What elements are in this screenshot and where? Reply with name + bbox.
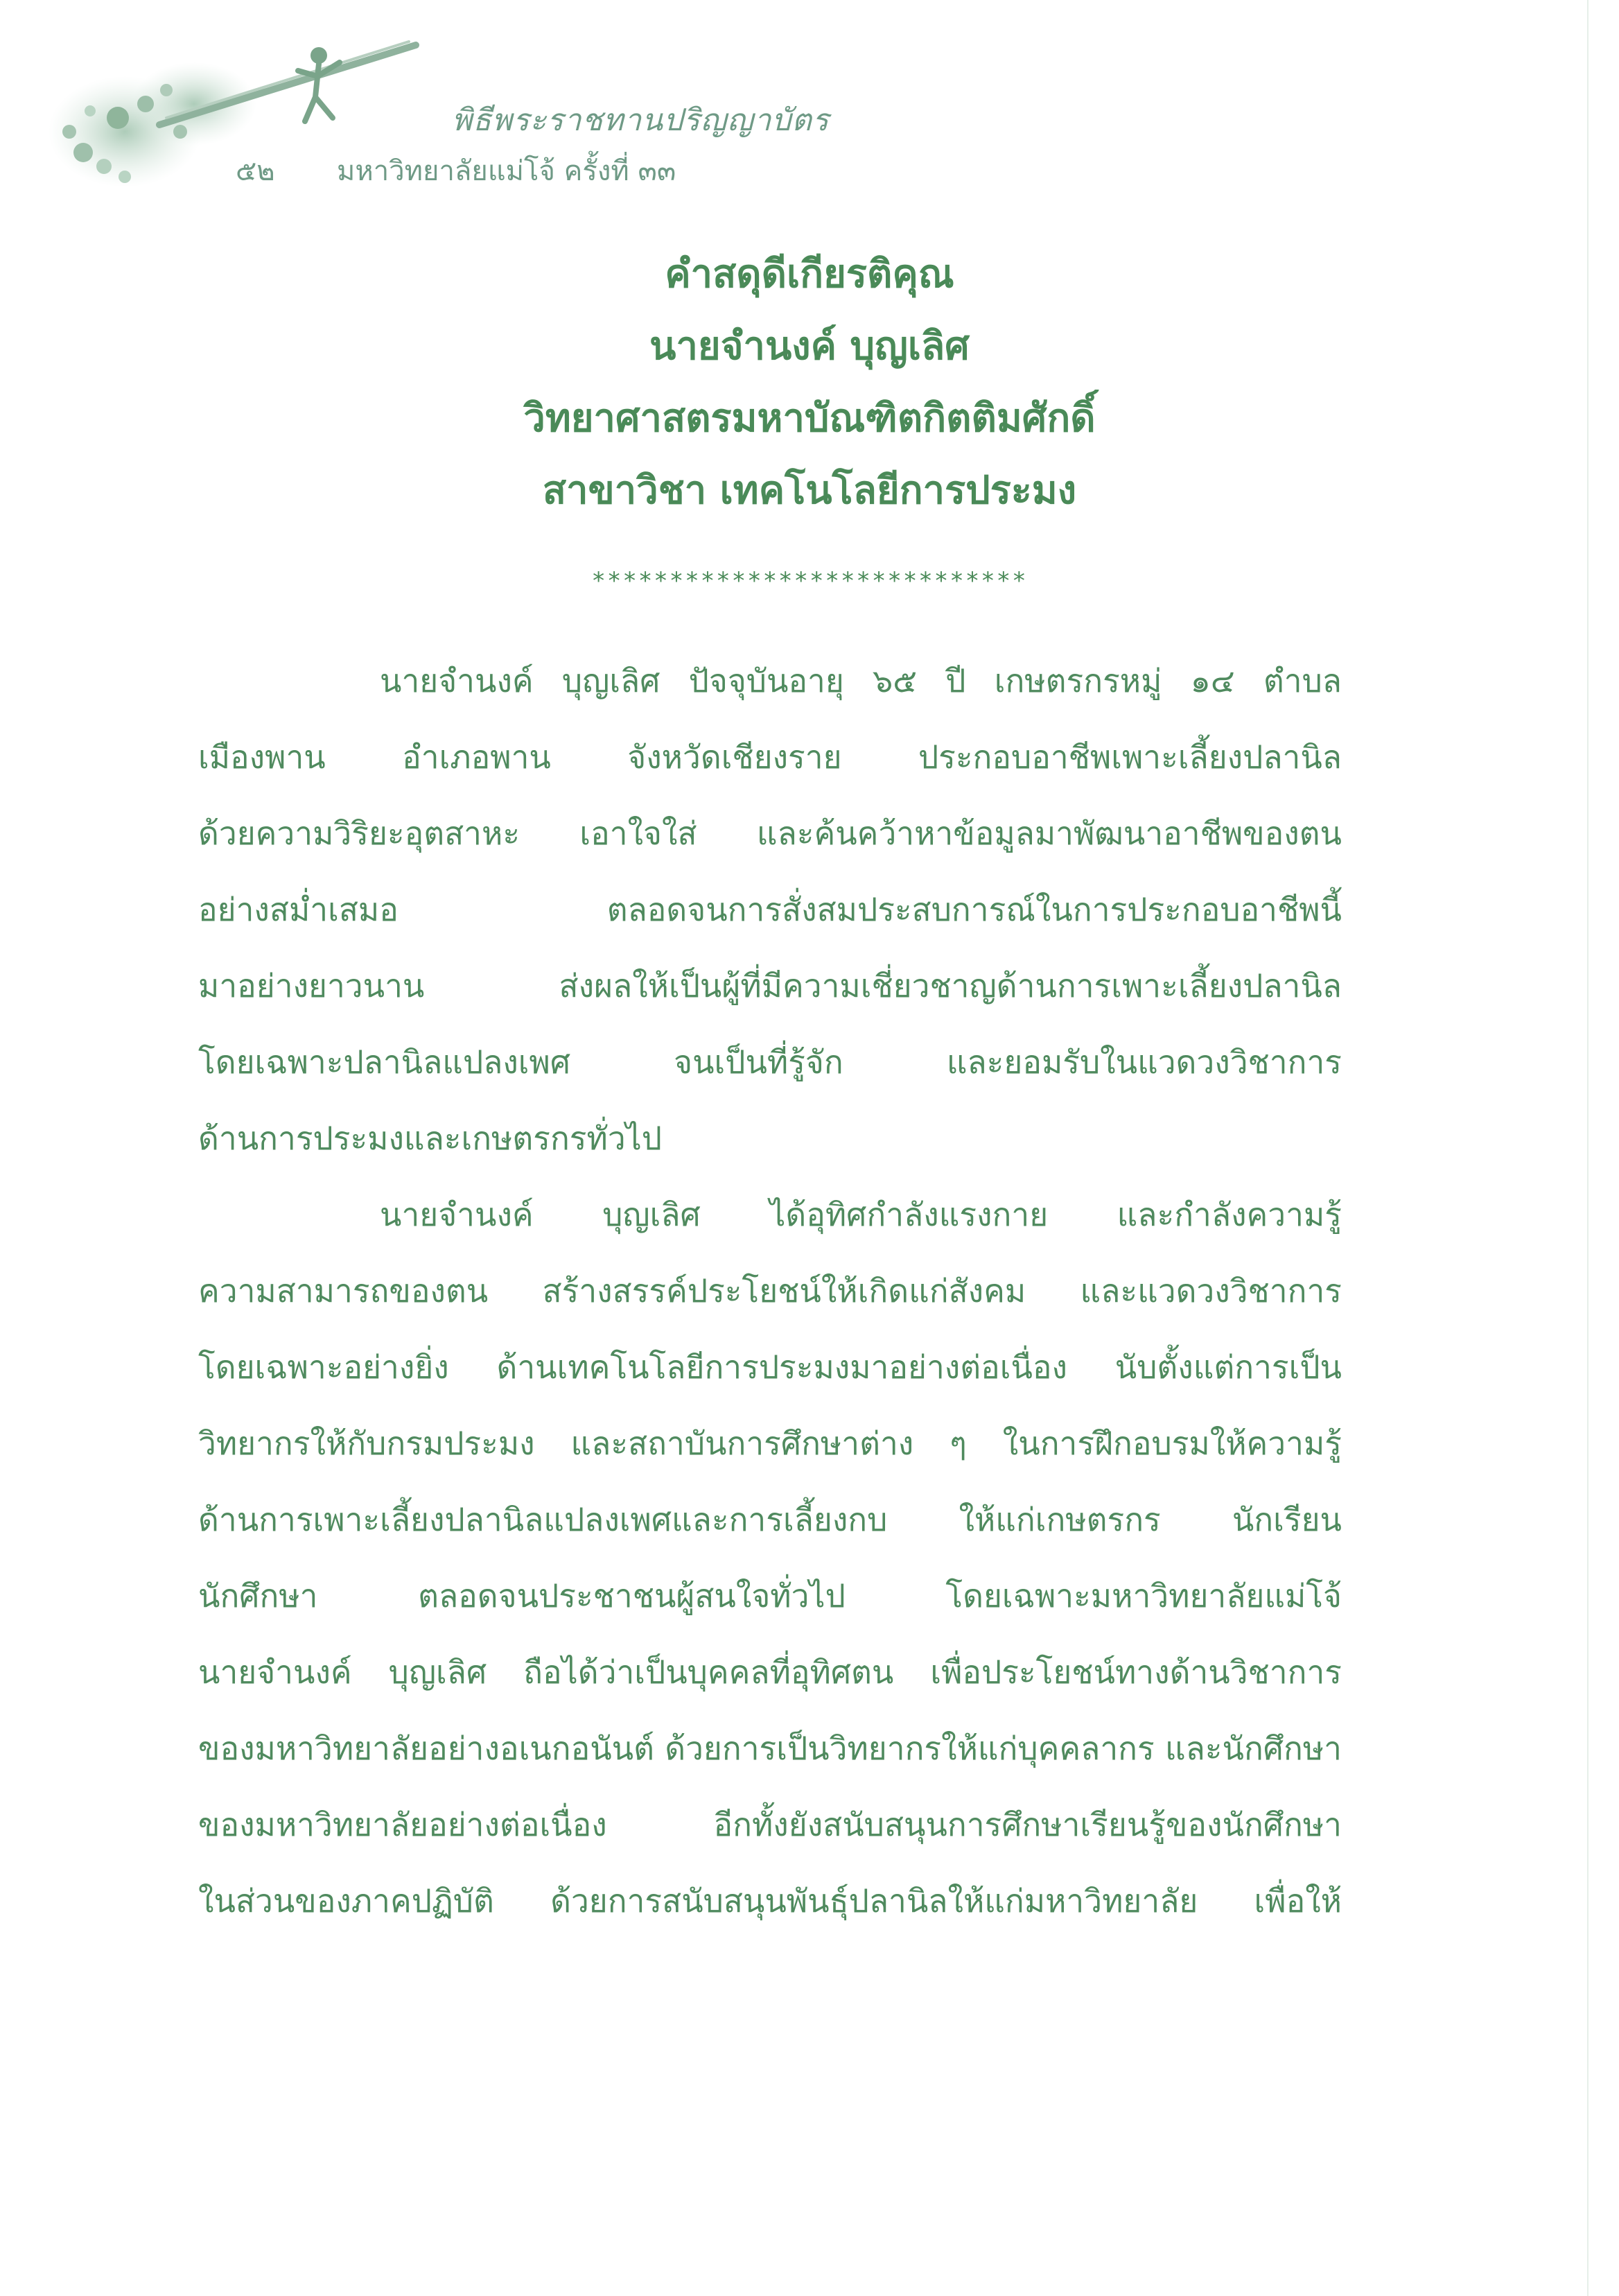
text-line: นายจำนงค์ บุญเลิศ ได้อุทิศกำลังแรงกาย และกำลังความรู้ — [380, 1196, 1342, 1233]
text-line: ด้วยความวิริยะอุตสาหะ เอาใจใส่ และค้นคว้าหาข้อมูลมาพัฒนาอาชีพของตน — [198, 815, 1342, 852]
text-line: ของมหาวิทยาลัยอย่างต่อเนื่อง อีกทั้งยังสนับสนุนการศึกษาเรียนรู้ของนักศึกษา — [198, 1806, 1342, 1843]
heading-field: สาขาวิชา เทคโนโลยีการประมง — [542, 468, 1077, 513]
heading-degree: วิทยาศาสตรมหาบัณฑิตกิตติมศักดิ์ — [523, 396, 1096, 441]
text-line: ในส่วนของภาคปฏิบัติ ด้วยการสนับสนุนพันธุ์ปลานิลให้แก่มหาวิทยาลัย เพื่อให้ — [198, 1882, 1342, 1920]
paragraph-1 — [198, 653, 1342, 1187]
text-line: ของมหาวิทยาลัยอย่างอเนกอนันต์ ด้วยการเป็นวิทยากรให้แก่บุคคลากร และนักศึกษา — [198, 1730, 1342, 1767]
text-line: อย่างสม่ำเสมอ ตลอดจนการสั่งสมประสบการณ์ในการประกอบอาชีพนี้ — [198, 891, 1342, 928]
text-line: วิทยากรให้กับกรมประมง และสถาบันการศึกษาต่าง ๆ ในการฝึกอบรมให้ความรู้ — [198, 1425, 1342, 1462]
body-text — [198, 653, 1342, 1949]
text-line: นายจำนงค์ บุญเลิศ ถือได้ว่าเป็นบุคคลที่อุทิศตน เพื่อประโยชน์ทางด้านวิชาการ — [198, 1653, 1342, 1691]
heading-person-name: นายจำนงค์ บุญเลิศ — [649, 324, 970, 369]
separator-line: **************************** — [591, 567, 1028, 595]
text-line: ด้านการเพาะเลี้ยงปลานิลแปลงเพศและการเลี้ยงกบ ให้แก่เกษตรกร นักเรียน — [198, 1501, 1342, 1538]
header-subtitle: มหาวิทยาลัยแม่โจ้ ครั้งที่ ๓๓ — [337, 155, 676, 187]
page-number: ๕๒ — [236, 155, 275, 187]
heading-block — [0, 238, 1619, 527]
text-line: ด้านการประมงและเกษตรกรทั่วไป — [198, 1120, 662, 1157]
page-edge-rule — [1587, 0, 1589, 2296]
text-line: มาอย่างยาวนาน ส่งผลให้เป็นผู้ที่มีความเชี่ยวชาญด้านการเพาะเลี้ยงปลานิล — [198, 967, 1342, 1004]
text-line: โดยเฉพาะปลานิลแปลงเพศ จนเป็นที่รู้จัก และยอมรับในแวดวงวิชาการ — [198, 1043, 1342, 1081]
text-line: นักศึกษา ตลอดจนประชาชนผู้สนใจทั่วไป โดยเฉพาะมหาวิทยาลัยแม่โจ้ — [198, 1577, 1342, 1615]
paragraph-2 — [198, 1187, 1342, 1949]
text-line: เมืองพาน อำเภอพาน จังหวัดเชียงราย ประกอบอาชีพเพาะเลี้ยงปลานิล — [198, 738, 1342, 776]
header-title: พิธีพระราชทานปริญญาบัตร — [452, 103, 830, 138]
text-line: นายจำนงค์ บุญเลิศ ปัจจุบันอายุ ๖๕ ปี เกษตรกรหมู่ ๑๔ ตำบล — [380, 662, 1342, 699]
text-line: ความสามารถของตน สร้างสรรค์ประโยชน์ให้เกิดแก่สังคม และแวดวงวิชาการ — [198, 1272, 1342, 1310]
heading-title: คำสดุดีเกียรติคุณ — [665, 252, 954, 297]
text-line: โดยเฉพาะอย่างยิ่ง ด้านเทคโนโลยีการประมงมาอย่างต่อเนื่อง นับตั้งแต่การเป็น — [198, 1348, 1342, 1386]
